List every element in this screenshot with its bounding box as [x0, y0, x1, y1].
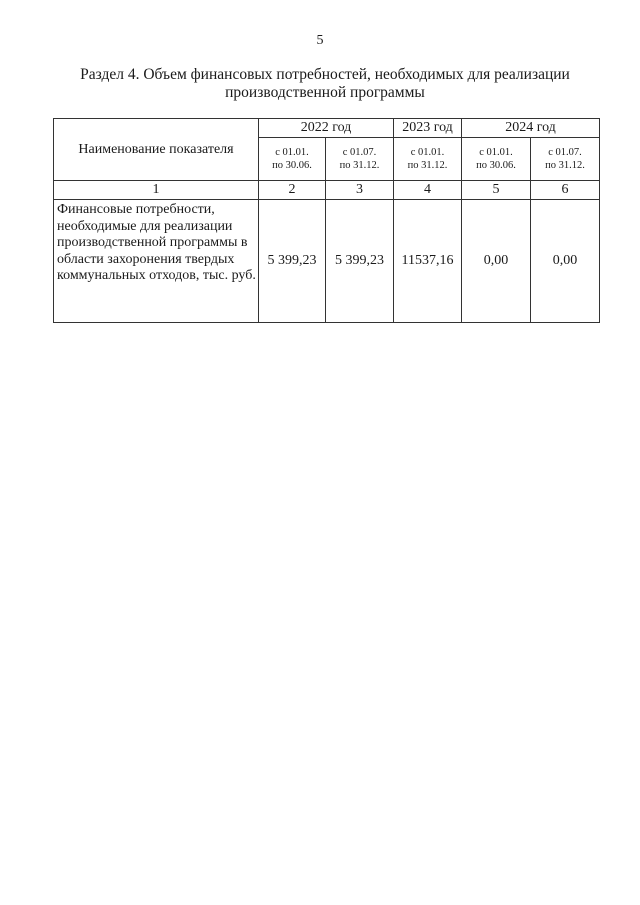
table-row [54, 200, 600, 323]
header-indicator-name: Наименование показателя [54, 119, 259, 181]
page-number: 5 [316, 33, 324, 48]
column-number: 3 [326, 181, 394, 200]
section-title-line-2: производственной программы [225, 84, 425, 101]
column-number: 1 [54, 181, 259, 200]
column-number: 4 [394, 181, 462, 200]
header-period-to: по 30.06. [476, 160, 516, 171]
section-title-line-1: Раздел 4. Объем финансовых потребностей, необходимых для реализации [80, 66, 570, 83]
header-year-2023: 2023 год [394, 119, 462, 138]
header-period-from: с 01.07. [342, 147, 377, 158]
header-year-2024: 2024 год [462, 119, 600, 138]
header-period [326, 138, 394, 181]
column-number: 5 [462, 181, 531, 200]
table-column-number-row [54, 181, 600, 200]
header-period-to: по 31.12. [339, 160, 380, 171]
header-period-from: с 01.07. [548, 147, 582, 158]
table-header-row-years [54, 119, 600, 138]
header-period-from: с 01.01. [410, 147, 445, 158]
row-value: 0,00 [531, 200, 600, 323]
row-value: 5 399,23 [326, 200, 394, 323]
row-value: 0,00 [462, 200, 531, 323]
section-title [60, 66, 590, 102]
row-value: 5 399,23 [259, 200, 326, 323]
header-period [531, 138, 600, 181]
financial-needs-table [53, 118, 600, 323]
header-period-from: с 01.01. [275, 147, 309, 158]
header-period-to: по 30.06. [272, 160, 312, 171]
header-period [462, 138, 531, 181]
header-period-to: по 31.12. [407, 160, 448, 171]
header-period [394, 138, 462, 181]
header-period [259, 138, 326, 181]
header-period-from: с 01.01. [479, 147, 513, 158]
row-value: 11537,16 [394, 200, 462, 323]
header-period-to: по 31.12. [545, 160, 585, 171]
row-indicator-name: Финансовые потребности, необходимые для реализации производственной программы в области захоронения твердых коммунальных отходов, тыс. руб. [54, 200, 259, 323]
header-year-2022: 2022 год [259, 119, 394, 138]
column-number: 6 [531, 181, 600, 200]
column-number: 2 [259, 181, 326, 200]
